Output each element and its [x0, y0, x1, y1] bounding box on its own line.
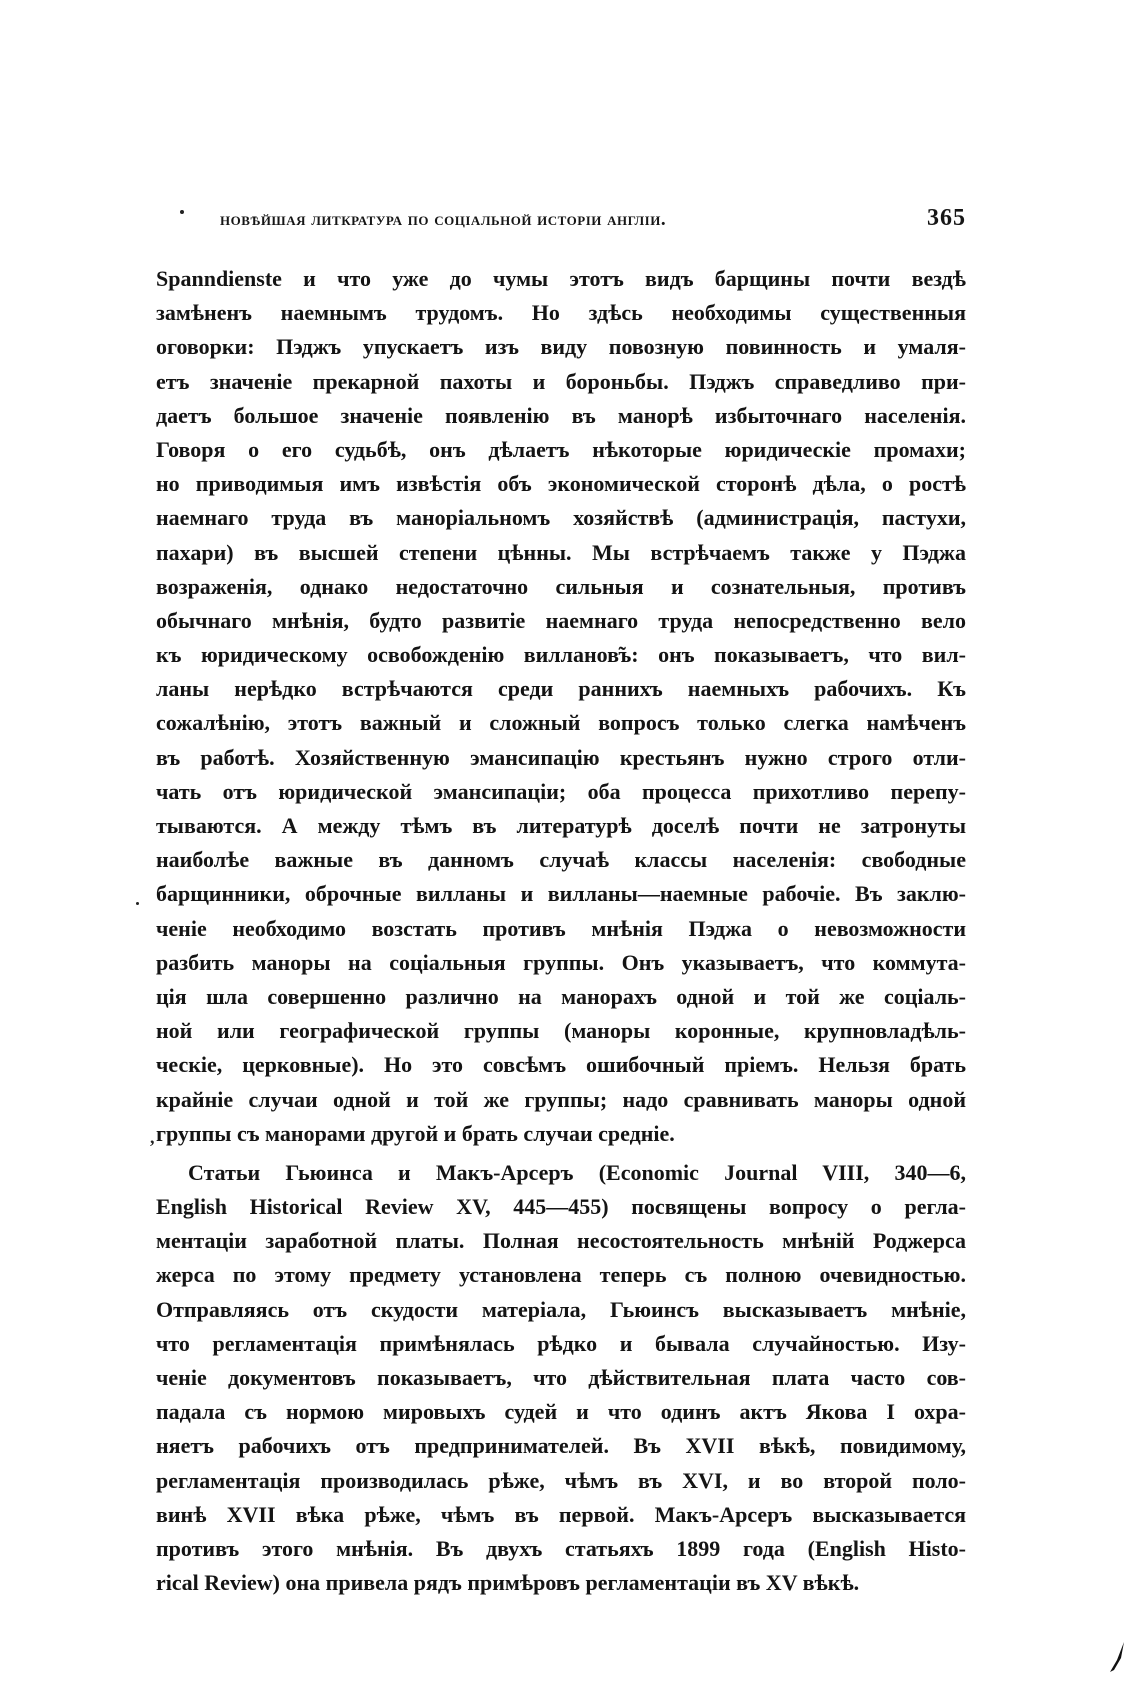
text-line: крайніе случаи одной и той же группы; надо сравнивать маноры одной: [156, 1086, 966, 1112]
text-line: сожалѣнію, этотъ важный и сложный вопросъ только слегка намѣченъ: [156, 710, 966, 736]
text-line: наиболѣе важные въ данномъ случаѣ классы населенія: свободные: [156, 847, 966, 873]
text-line: Статьи Гьюинса и Макъ-Арсеръ (Economic Journal VIII, 340—6,: [188, 1159, 966, 1185]
text-line: въ работѣ. Хозяйственную эмансипацію крестьянъ нужно строго отли-: [156, 744, 966, 770]
text-line: замѣненъ наемнымъ трудомъ. Но здѣсь необходимы существенныя: [156, 300, 966, 326]
text-line: что регламентація примѣнялась рѣдко и бывала случайностью. Изу-: [156, 1330, 966, 1356]
text-line: регламентація производилась рѣже, чѣмъ въ XVI, и во второй поло-: [156, 1467, 966, 1493]
text-line: чать отъ юридической эмансипаціи; оба процесса прихотливо перепу-: [156, 778, 966, 804]
text-line: наемнаго труда въ маноріальномъ хозяйствѣ (администрація, пастухи,: [156, 505, 966, 531]
paragraph: [156, 262, 966, 1151]
running-header: [200, 205, 966, 235]
text-line: ментаціи заработной платы. Полная несостоятельность мнѣній Роджерса: [156, 1228, 966, 1254]
scan-speck: [136, 902, 139, 905]
text-line: няетъ рабочихъ отъ предпринимателей. Въ XVII вѣкѣ, повидимому,: [156, 1433, 966, 1459]
text-line: ція шла совершенно различно на манорахъ одной и той же соціаль-: [156, 983, 966, 1009]
scan-mark: ,: [150, 1127, 155, 1147]
text-line: пахари) въ высшей степени цѣнны. Мы встрѣчаемъ также у Пэджа: [156, 539, 966, 565]
text-line: обычнаго мнѣнія, будто развитіе наемнаго труда непосредственно вело: [156, 607, 966, 633]
text-line: тываются. А между тѣмъ въ литературѣ доселѣ почти не затронуты: [156, 813, 966, 838]
text-line: но приводимыя имъ извѣстія объ экономической сторонѣ дѣла, о ростѣ: [156, 471, 966, 497]
text-line: Spanndienste и что уже до чумы этотъ видъ барщины почти вездѣ: [156, 266, 966, 291]
text-line: ченіе необходимо возстать противъ мнѣнія Пэджа о невозможности: [156, 915, 966, 941]
text-line: даетъ большое значеніе появленію въ манорѣ избыточнаго населенія.: [156, 402, 966, 428]
text-line: винѣ XVII вѣка рѣже, чѣмъ въ первой. Макъ-Арсеръ высказывается: [156, 1501, 966, 1527]
text-line: rical Review) она привела рядъ примѣровъ регламентаціи въ XV вѣкѣ.: [156, 1570, 860, 1596]
text-line: Отправляясь отъ скудости матеріала, Гьюинсъ высказываетъ мнѣніе,: [156, 1296, 966, 1322]
text-line: English Historical Review XV, 445—455) посвящены вопросу о регла-: [156, 1194, 966, 1220]
running-header-title: новѣйшая литкратура по соціальной исторіи англіи.: [220, 209, 667, 230]
text-line: ной или географической группы (маноры коронные, крупновладѣль-: [156, 1018, 966, 1044]
text-line: къ юридическому освобожденію вилланов̃ъ: онъ показываетъ, что вил-: [156, 642, 966, 668]
scan-corner-mark: [1108, 1640, 1126, 1674]
text-line: етъ значеніе прекарной пахоты и бороньбы. Пэджъ справедливо при-: [156, 368, 966, 394]
scan-speck: [180, 210, 184, 214]
text-line: барщинники, оброчные вилланы и вилланы—наемные рабочіе. Въ заклю-: [156, 881, 966, 907]
text-line: оговорки: Пэджъ упускаетъ изъ виду повозную повинность и умаля-: [156, 334, 966, 360]
text-line: возраженія, однако недостаточно сильныя и сознательныя, противъ: [156, 573, 966, 599]
text-line: противъ этого мнѣнія. Въ двухъ статьяхъ 1899 года (English Histo-: [156, 1535, 966, 1561]
text-line: разбить маноры на соціальныя группы. Онъ указываетъ, что коммута-: [156, 949, 966, 975]
text-line: падала съ нормою мировыхъ судей и что одинъ актъ Якова I охра-: [156, 1399, 966, 1425]
paragraph: [156, 1156, 966, 1600]
text-line: группы съ манорами другой и брать случаи средніе.: [156, 1120, 675, 1146]
body-text: [156, 262, 966, 1600]
text-line: жерса по этому предмету установлена теперь съ полною очевидностью.: [156, 1262, 966, 1288]
text-line: ланы нерѣдко встрѣчаются среди раннихъ наемныхъ рабочихъ. Къ: [156, 676, 966, 702]
text-line: ченіе документовъ показываетъ, что дѣйствительная плата часто сов-: [156, 1365, 966, 1390]
text-line: Говоря о его судьбѣ, онъ дѣлаетъ нѣкоторые юридическіе промахи;: [156, 436, 966, 462]
page-number: 365: [927, 205, 966, 231]
text-line: ческіе, церковные). Но это совсѣмъ ошибочный пріемъ. Нельзя брать: [156, 1052, 966, 1078]
